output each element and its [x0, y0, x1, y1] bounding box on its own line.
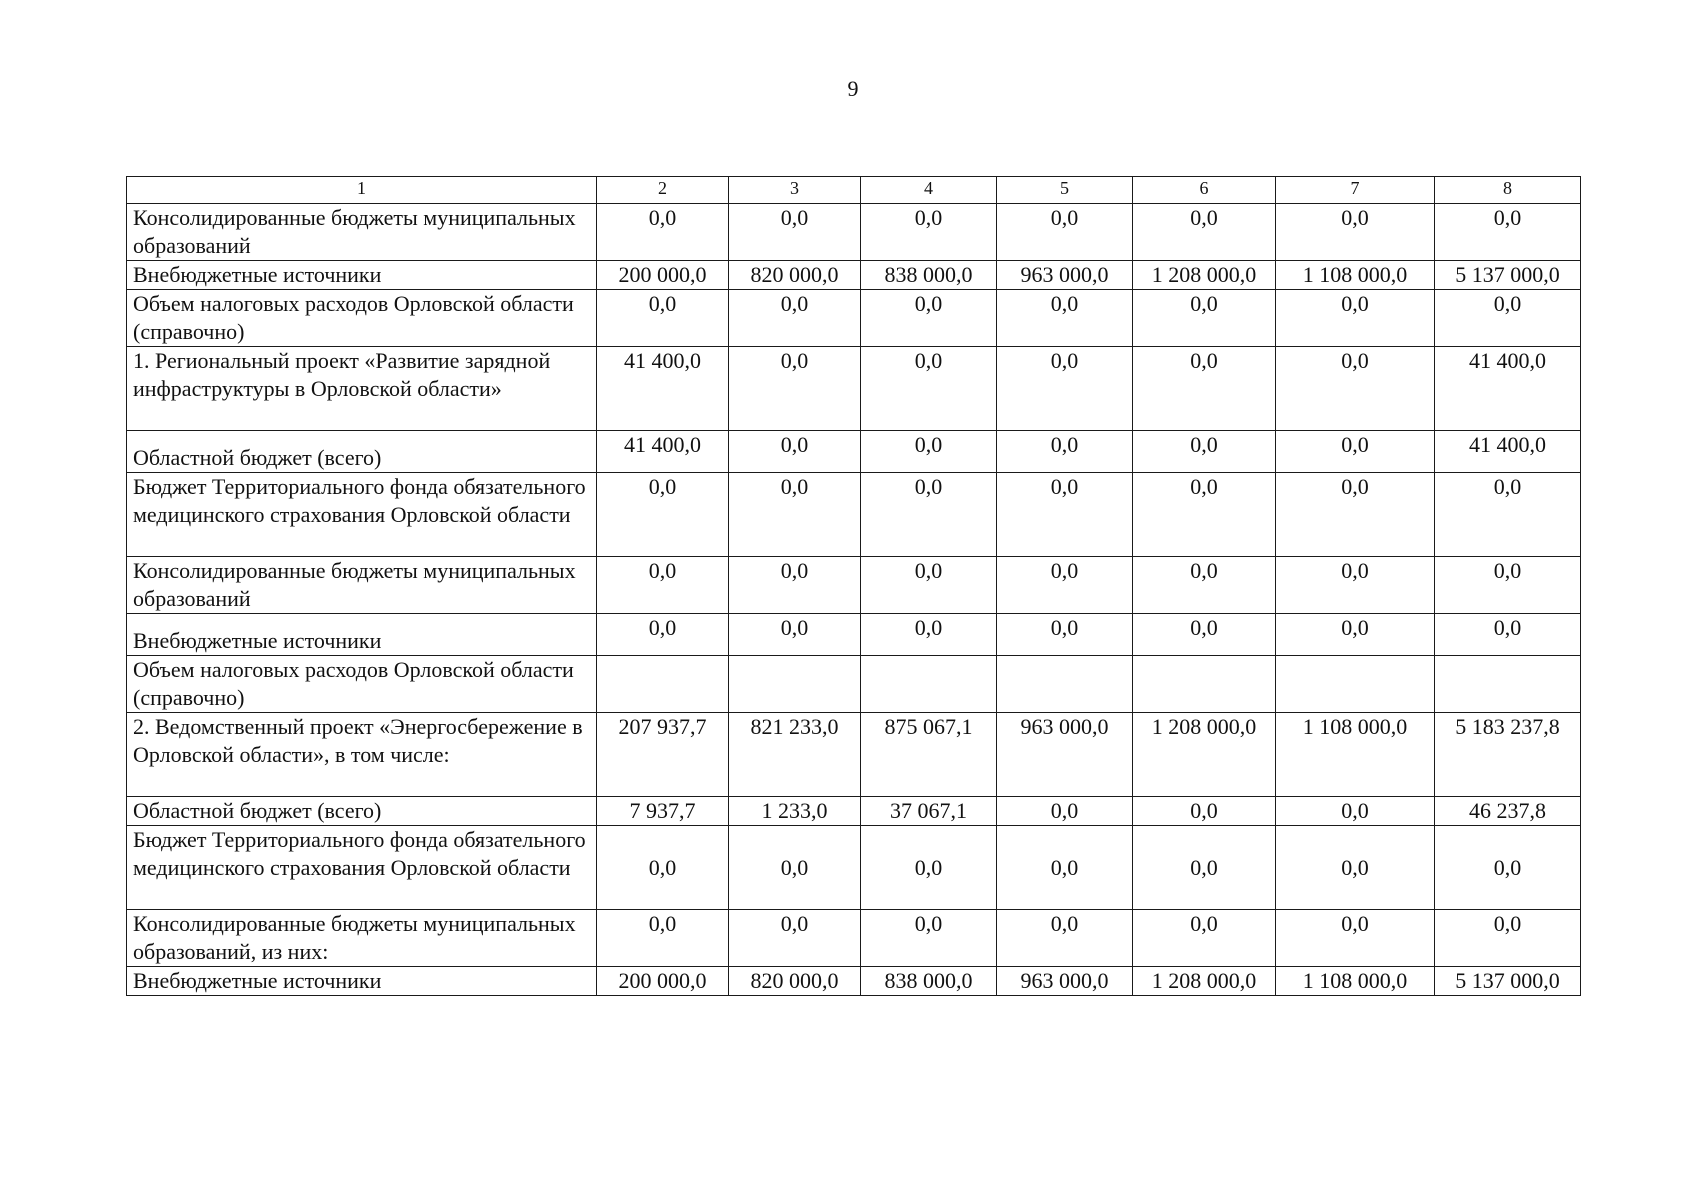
page-number: 9	[847, 76, 859, 101]
table-row	[127, 910, 1581, 967]
value-cell: 0,0	[729, 614, 861, 656]
value-cell: 5 137 000,0	[1435, 967, 1581, 996]
row-label: 2. Ведомственный проект «Энергосбережение в Орловской области», в том числе:	[127, 713, 597, 797]
value-cell: 0,0	[997, 826, 1133, 910]
table-row	[127, 204, 1581, 261]
value-cell: 0,0	[729, 557, 861, 614]
value-cell: 0,0	[1435, 826, 1581, 910]
value-cell: 0,0	[1276, 473, 1435, 557]
header-row	[127, 177, 1581, 204]
row-label: Внебюджетные источники	[127, 614, 597, 656]
value-cell: 0,0	[997, 431, 1133, 473]
value-cell: 0,0	[1276, 290, 1435, 347]
value-cell	[1276, 656, 1435, 713]
value-cell: 0,0	[861, 557, 997, 614]
value-cell: 0,0	[861, 290, 997, 347]
value-cell: 0,0	[729, 826, 861, 910]
row-label: Областной бюджет (всего)	[127, 797, 597, 826]
table-row	[127, 713, 1581, 797]
value-cell: 1 208 000,0	[1133, 967, 1276, 996]
value-cell: 0,0	[1276, 347, 1435, 431]
value-cell: 0,0	[997, 557, 1133, 614]
value-cell: 0,0	[1276, 431, 1435, 473]
value-cell: 41 400,0	[597, 431, 729, 473]
value-cell	[597, 656, 729, 713]
value-cell: 0,0	[1133, 557, 1276, 614]
value-cell: 0,0	[1276, 826, 1435, 910]
value-cell: 0,0	[1276, 204, 1435, 261]
value-cell: 0,0	[1133, 826, 1276, 910]
value-cell: 41 400,0	[597, 347, 729, 431]
column-header: 4	[861, 177, 997, 204]
value-cell: 5 137 000,0	[1435, 261, 1581, 290]
value-cell: 0,0	[1276, 614, 1435, 656]
value-cell: 0,0	[1435, 614, 1581, 656]
value-cell: 0,0	[597, 473, 729, 557]
row-label: Бюджет Территориального фонда обязательного медицинского страхования Орловской области	[127, 826, 597, 910]
value-cell	[729, 656, 861, 713]
column-header: 8	[1435, 177, 1581, 204]
value-cell: 0,0	[1435, 557, 1581, 614]
value-cell: 838 000,0	[861, 967, 997, 996]
value-cell: 875 067,1	[861, 713, 997, 797]
column-header: 1	[127, 177, 597, 204]
value-cell: 1 208 000,0	[1133, 261, 1276, 290]
value-cell: 207 937,7	[597, 713, 729, 797]
row-label: Областной бюджет (всего)	[127, 431, 597, 473]
value-cell: 0,0	[1435, 204, 1581, 261]
value-cell: 0,0	[1435, 290, 1581, 347]
row-label: Объем налоговых расходов Орловской области (справочно)	[127, 656, 597, 713]
value-cell: 1 208 000,0	[1133, 713, 1276, 797]
budget-table	[126, 176, 1581, 996]
value-cell: 0,0	[597, 910, 729, 967]
value-cell: 0,0	[1276, 797, 1435, 826]
row-label: Внебюджетные источники	[127, 967, 597, 996]
row-label: 1. Региональный проект «Развитие зарядной инфраструктуры в Орловской области»	[127, 347, 597, 431]
row-label: Внебюджетные источники	[127, 261, 597, 290]
value-cell: 0,0	[1133, 347, 1276, 431]
value-cell: 0,0	[997, 473, 1133, 557]
table-row	[127, 967, 1581, 996]
table-row	[127, 826, 1581, 910]
value-cell: 820 000,0	[729, 967, 861, 996]
value-cell: 0,0	[729, 473, 861, 557]
value-cell: 41 400,0	[1435, 347, 1581, 431]
table-row	[127, 473, 1581, 557]
column-header: 6	[1133, 177, 1276, 204]
value-cell: 0,0	[861, 826, 997, 910]
table-row	[127, 347, 1581, 431]
value-cell: 0,0	[597, 826, 729, 910]
value-cell: 0,0	[861, 614, 997, 656]
row-label: Бюджет Территориального фонда обязательного медицинского страхования Орловской области	[127, 473, 597, 557]
table-row	[127, 614, 1581, 656]
value-cell: 41 400,0	[1435, 431, 1581, 473]
value-cell: 1 108 000,0	[1276, 713, 1435, 797]
value-cell: 0,0	[997, 797, 1133, 826]
value-cell: 200 000,0	[597, 967, 729, 996]
value-cell: 37 067,1	[861, 797, 997, 826]
value-cell	[861, 656, 997, 713]
row-label: Объем налоговых расходов Орловской области (справочно)	[127, 290, 597, 347]
value-cell: 5 183 237,8	[1435, 713, 1581, 797]
value-cell: 0,0	[729, 290, 861, 347]
value-cell: 0,0	[1133, 431, 1276, 473]
value-cell: 1 233,0	[729, 797, 861, 826]
value-cell: 0,0	[997, 204, 1133, 261]
value-cell: 1 108 000,0	[1276, 967, 1435, 996]
value-cell: 963 000,0	[997, 261, 1133, 290]
value-cell: 46 237,8	[1435, 797, 1581, 826]
value-cell: 0,0	[597, 557, 729, 614]
value-cell: 838 000,0	[861, 261, 997, 290]
value-cell: 0,0	[597, 290, 729, 347]
value-cell: 0,0	[1435, 473, 1581, 557]
value-cell: 7 937,7	[597, 797, 729, 826]
value-cell: 820 000,0	[729, 261, 861, 290]
value-cell: 963 000,0	[997, 967, 1133, 996]
table-row	[127, 797, 1581, 826]
column-header: 5	[997, 177, 1133, 204]
value-cell: 1 108 000,0	[1276, 261, 1435, 290]
value-cell: 0,0	[729, 347, 861, 431]
value-cell: 0,0	[729, 910, 861, 967]
value-cell: 0,0	[1133, 797, 1276, 826]
value-cell: 0,0	[861, 347, 997, 431]
value-cell: 0,0	[997, 910, 1133, 967]
value-cell: 0,0	[597, 614, 729, 656]
value-cell: 0,0	[597, 204, 729, 261]
value-cell: 0,0	[1133, 290, 1276, 347]
column-header: 3	[729, 177, 861, 204]
column-header: 2	[597, 177, 729, 204]
value-cell	[1435, 656, 1581, 713]
value-cell: 0,0	[1133, 204, 1276, 261]
row-label: Консолидированные бюджеты муниципальных образований	[127, 204, 597, 261]
value-cell	[1133, 656, 1276, 713]
value-cell: 0,0	[1133, 614, 1276, 656]
value-cell: 0,0	[997, 614, 1133, 656]
value-cell	[997, 656, 1133, 713]
value-cell: 0,0	[729, 431, 861, 473]
table-row	[127, 557, 1581, 614]
row-label: Консолидированные бюджеты муниципальных образований	[127, 557, 597, 614]
row-label: Консолидированные бюджеты муниципальных образований, из них:	[127, 910, 597, 967]
value-cell: 963 000,0	[997, 713, 1133, 797]
value-cell: 200 000,0	[597, 261, 729, 290]
value-cell: 0,0	[997, 347, 1133, 431]
value-cell: 0,0	[1276, 910, 1435, 967]
value-cell: 0,0	[1435, 910, 1581, 967]
value-cell: 0,0	[997, 290, 1133, 347]
column-header: 7	[1276, 177, 1435, 204]
value-cell: 0,0	[729, 204, 861, 261]
value-cell: 0,0	[861, 910, 997, 967]
table-row	[127, 431, 1581, 473]
value-cell: 821 233,0	[729, 713, 861, 797]
value-cell: 0,0	[861, 431, 997, 473]
table-row	[127, 656, 1581, 713]
value-cell: 0,0	[1133, 910, 1276, 967]
value-cell: 0,0	[1276, 557, 1435, 614]
table-row	[127, 290, 1581, 347]
value-cell: 0,0	[1133, 473, 1276, 557]
value-cell: 0,0	[861, 473, 997, 557]
table-row	[127, 261, 1581, 290]
value-cell: 0,0	[861, 204, 997, 261]
